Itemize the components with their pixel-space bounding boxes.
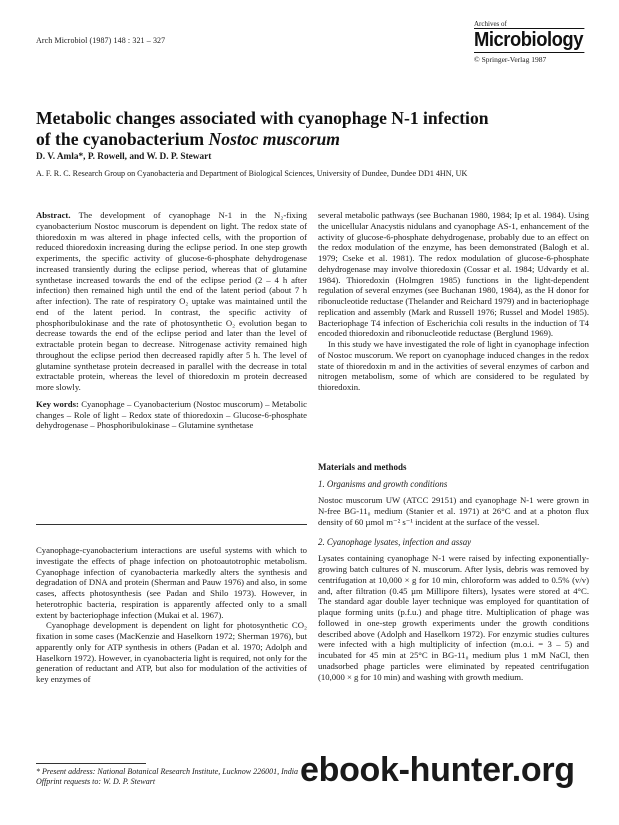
right-column (318, 210, 589, 393)
abstract (36, 210, 307, 393)
keywords-label: Key words: (36, 398, 79, 409)
methods-subheading-2: 2. Cyanophage lysates, infection and assay (318, 537, 472, 548)
methods-text-2: Lysates containing cyanophage N-1 were raised by infecting exponentially-growing batch cultures of N. muscorum. After lysis, debris was removed by centrifugation at 10,000 × g for 10 min, chloroform was added to 0.5% (v/v) and, after filtration (0.45 µm Millipore filters), lysates were stored at 4°C. The standard agar double layer technique was employed for quantitation of plaque forming units (p.f.u.) and phage titre. Multiplication of phage was followed in one-step growth experiments under the growth conditions described above (Adolph and Haselkorn 1972). For enzymic studies cultures were infected with a high multiplicity of infection (m.o.i. = 3 – 5) and incubated for 45 min at 25°C in BG-11₀ medium plus 1 mM NaCl, then unadsorbed phage particles were eliminated by repeated centrifugation (10,000 × g for 10 min) and washing with growth medium. (318, 553, 589, 682)
left-column (36, 210, 307, 431)
authors: D. V. Amla*, P. Rowell, and W. D. P. Stewart (36, 152, 212, 162)
article-title (36, 108, 596, 150)
intro-paragraph-2: Cyanophage development is dependent on light for photosynthetic CO₂ fixation in some cases (MacKenzie and Haselkorn 1972; Sherman 1976), but apparently only for ATP synthesis in others (Padan et al. 1970; Adolph and Haselkorn 1972). However, in cyanobacteria light is required, not only for the generation of reductant and ATP, but also for modulation of the activities of key enzymes of (36, 620, 307, 684)
title-line-1: Metabolic changes associated with cyanophage N-1 infection (36, 108, 489, 128)
section-divider (36, 524, 307, 525)
abstract-label: Abstract. (36, 210, 71, 220)
methods (318, 462, 589, 682)
title-organism: Nostoc muscorum (208, 129, 340, 149)
abstract-text: The development of cyanophage N-1 in the N₂-fixing cyanobacterium Nostoc muscorum is dependent on light. The redox state of thioredoxin m was altered in phage infected cells, with the proportion of reduced thioredoxin increasing during the eclipse period. In one step growth experiments, the specific activity of glucose-6-phosphate dehydrogenase increased transiently during the eclipse period, whereas that of glutamine synthetase increased towards the end of the eclipse period (2 – 4 h after infection) then remained high until the end of the latent period (about 7 h after infection). The rate of respiratory O₂ uptake was maintained until the end of the latent period. In contrast, the specific activity of phosphoribulokinase and the rate of photosynthetic O₂ evolution began to decrease towards the end of the eclipse period and later than the level of extractable protein began to decrease. Nitrogenase activity remained high throughout the eclipse period then decreased rapidly after 5 h. The level of glutamine synthetase protein decreased in parallel with the decrease in total extractable protein, whereas the level of thioredoxin m protein decreased more slowly. (36, 210, 307, 392)
introduction (36, 545, 307, 685)
intro-paragraph-1: Cyanophage-cyanobacterium interactions are useful systems with which to investigate the effects of phage infection on photoautotrophic metabolism. Cyanophage infection of cyanobacteria markedly alters the synthesis and degradation of DNA and protein (Sherman and Pauw 1976) and also, in some cases, affects photosynthesis (see Padan and Shilo 1973). However, in heterotrophic bacteria, respiration is apparently affected only to a small extent by bacteriophage infection (Mukai et al. 1967). (36, 545, 307, 620)
affiliation: A. F. R. C. Research Group on Cyanobacteria and Department of Biological Sciences, University of Dundee, Dundee DD1 4HN, UK (36, 169, 468, 178)
watermark: ebook-hunter.org (300, 751, 575, 789)
methods-heading: Materials and methods (318, 462, 407, 472)
footnote-present-address: * Present address: National Botanical Research Institute, Lucknow 226001, India (36, 767, 298, 776)
keywords-text: Cyanophage – Cyanobacterium (Nostoc muscorum) – Metabolic changes – Role of light – Redox state of thioredoxin – Glucose-6-phosphate dehydrogenase – Phosphoribulokinase – Glutamine synthetase (36, 398, 307, 431)
intro-paragraph-4: In this study we have investigated the role of light in cyanophage infection of Nostoc muscorum. We report on cyanophage induced changes in the redox state of thioredoxin m and in the activities of several enzymes of carbon and nitrogen metabolism, some of which are considered to be regulated by thioredoxin. (318, 339, 589, 392)
title-line-2 (36, 129, 596, 150)
publisher-copyright: © Springer-Verlag 1987 (474, 55, 547, 64)
title-line-2-prefix: of the cyanobacterium (36, 129, 209, 149)
footnote-offprint: Offprint requests to: W. D. P. Stewart (36, 777, 156, 786)
methods-subheading-1: 1. Organisms and growth conditions (318, 479, 448, 489)
intro-paragraph-3: several metabolic pathways (see Buchanan 1980, 1984; Ip et al. 1984). Using the unicellular Anacystis nidulans and cyanophage AS-1, enhancement of the activity of glucose-6-phosphate dehydrogenase, probably due to an effect on the redox modulation of the enzyme, has been demonstrated (Balogh et al. 1979; Cseke et al. 1981). The redox modulation of glucose-6-phosphate dehydrogenase may involve thioredoxin (Cossar et al. 1984; Udvardy et al. 1984). Thioredoxin (Holmgren 1985) functions in the light-dependent regulation of several enzymes (see Buchanan 1980, 1984), as the H donor for ribonucleotide reductase (Thelander and Reichard 1979) and in bacteriophage replication and assembly (Mark and Russell 1976; Russel and Model 1985). Bacteriophage T4 infection of Escherichia coli results in the induction of T4 encoded thioredoxin and ribonucleotide reductase (Berglund 1969). (318, 210, 589, 339)
methods-text-1: Nostoc muscorum UW (ATCC 29151) and cyanophage N-1 were grown in N-free BG-11₀ medium (Stanier et al. 1971) at 26°C and at a photon flux density of 60 µmol m⁻² s⁻¹ incident at the surface of the vessel. (318, 495, 589, 527)
journal-masthead (474, 20, 594, 64)
footnote-divider (36, 763, 146, 764)
keywords (36, 399, 307, 431)
journal-archives-of: Archives of (474, 20, 507, 28)
journal-citation: Arch Microbiol (1987) 148 : 321 – 327 (36, 36, 166, 45)
journal-logo: Microbiology (474, 29, 583, 51)
footnotes (36, 767, 307, 787)
